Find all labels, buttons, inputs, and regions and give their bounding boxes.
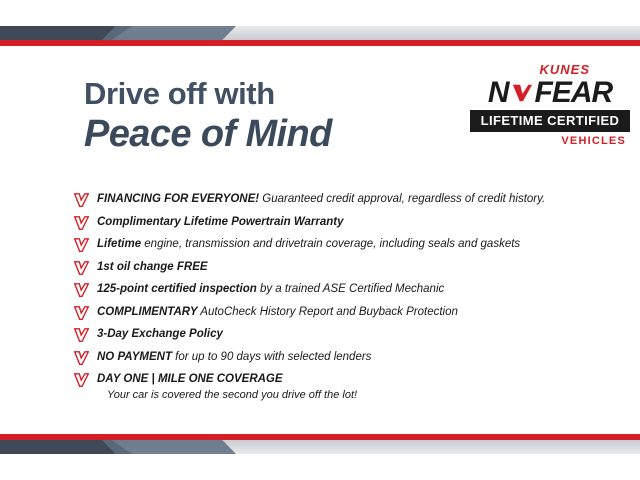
check-icon [74,238,89,252]
check-icon [74,306,89,320]
feature-list [74,192,594,411]
list-item-subtext: Your car is covered the second you drive off the lot! [107,389,358,402]
list-item [74,260,594,275]
headline-line-2: Peace of Mind [84,113,332,155]
list-item-text [97,350,371,364]
list-item-bold: 125-point certified inspection [97,283,257,295]
logo-letter-n: N [487,76,509,109]
list-item-text [97,305,458,319]
list-item [74,327,594,342]
top-red-stripe [0,40,640,46]
list-item [74,192,594,207]
list-item-bold: FINANCING FOR EVERYONE! [97,193,260,205]
kunes-no-fear-logo [470,62,630,147]
list-item-text [97,192,545,206]
logo-word-fear: FEAR [534,76,613,109]
list-item-text [97,327,223,341]
list-item-text [97,372,357,403]
list-item [74,237,594,252]
logo-banner-lifetime-certified: LIFETIME CERTIFIED [470,110,630,132]
list-item-bold: 1st oil change FREE [97,260,208,273]
list-item-rest: Guaranteed credit approval, regardless of credit history. [259,193,546,205]
list-item-text [97,260,208,274]
list-item-bold: 3-Day Exchange Policy [97,328,223,340]
list-item [74,350,594,365]
logo-brand-name: KUNES [539,62,590,77]
list-item [74,372,594,403]
list-item-bold: Complimentary Lifetime Powertrain Warranty [97,215,344,228]
check-icon [74,193,89,207]
list-item [74,215,594,230]
list-item-rest: engine, transmission and drivetrain coverage, including seals and gaskets [141,238,521,250]
list-item-rest: for up to 90 days with selected lenders [171,350,372,363]
bottom-red-stripe [0,434,640,440]
list-item-bold: DAY ONE | MILE ONE COVERAGE [97,373,283,385]
list-item-rest: AutoCheck History Report and Buyback Protection [197,305,458,318]
top-decorative-band [0,0,640,46]
list-item-text [97,237,520,251]
list-item-text [97,215,343,229]
list-item [74,305,594,320]
list-item-bold: Lifetime [97,238,142,250]
headline-line-1: Drive off with [84,76,275,111]
check-icon [511,82,533,104]
logo-subtitle-vehicles: VEHICLES [561,135,626,147]
check-icon [74,283,89,297]
list-item [74,282,594,297]
list-item-bold: COMPLIMENTARY [97,305,198,318]
list-item-rest: by a trained ASE Certified Mechanic [256,283,445,295]
check-icon [74,373,89,387]
list-item-text [97,282,444,296]
check-icon [74,216,89,230]
check-icon [74,328,89,342]
bottom-decorative-band [0,434,640,480]
logo-no-fear-row [470,78,630,108]
page-title [84,78,332,153]
check-icon [74,351,89,365]
list-item-bold: NO PAYMENT [97,350,172,363]
check-icon [74,261,89,275]
